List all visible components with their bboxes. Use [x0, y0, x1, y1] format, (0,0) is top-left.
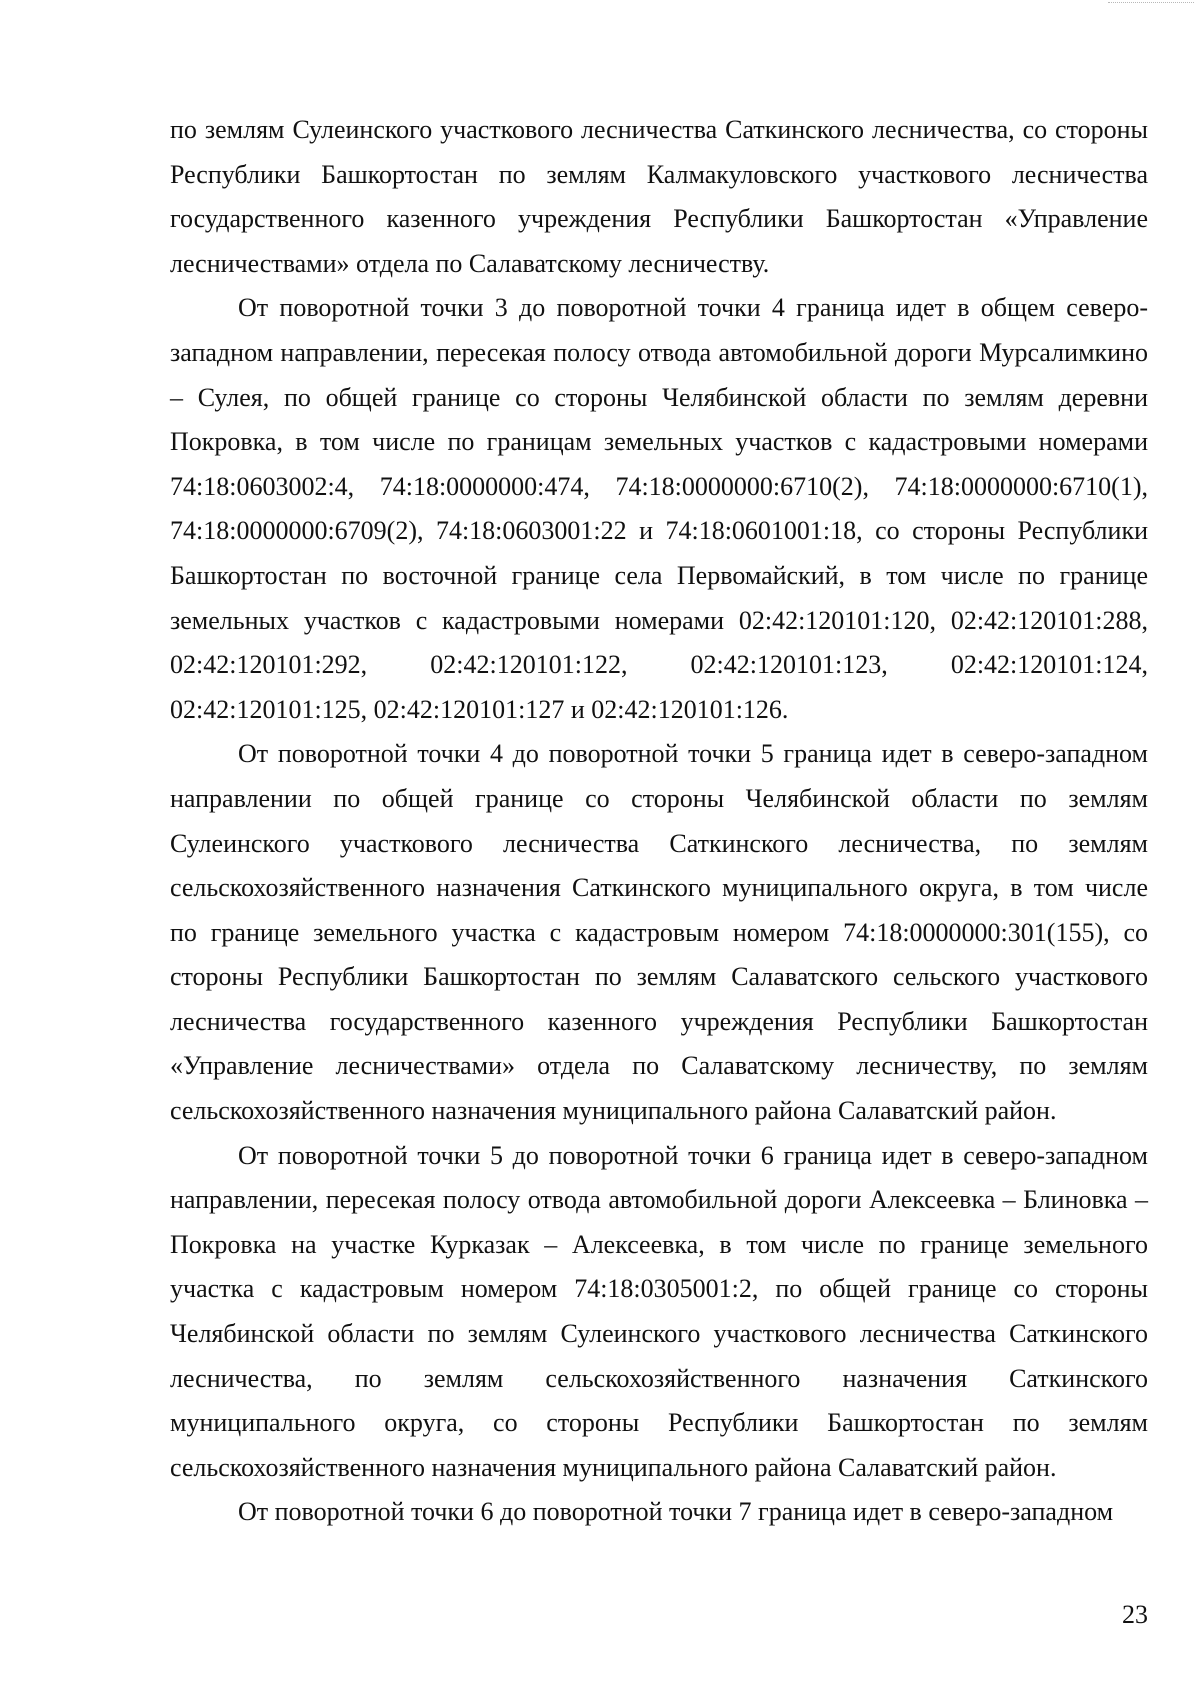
page-number: 23 [1122, 1600, 1148, 1629]
body-text [170, 108, 1148, 1535]
scan-artifact [1108, 2, 1194, 5]
paragraph-point-6-7: От поворотной точки 6 до поворотной точки 7 граница идет в северо-западном [238, 1497, 1114, 1527]
paragraph-continuation: по землям Сулеинского участкового лесничества Саткинского лесничества, со стороны Республики Башкортостан по землям Калмакуловского участкового лесничества государственного казенного учреждения Республики Башкортостан «Управление лесничествами» отдела по Салаватскому лесничеству. [170, 115, 1148, 278]
paragraph-point-5-6: От поворотной точки 5 до поворотной точки 6 граница идет в северо-западном направлении, пересекая полосу отвода автомобильной дороги Алексеевка – Блиновка – Покровка на участке Курказак – Алексеевка, в том числе по границе земельного участка с кадастровым номером 74:18:0305001:2, по общей границе со стороны Челябинской области по землям Сулеинского участкового лесничества Саткинского лесничества, по землям сельскохозяйственного назначения Саткинского муниципального округа, со стороны Республики Башкортостан по землям сельскохозяйственного назначения муниципального района Салаватский район. [170, 1140, 1148, 1482]
paragraph-point-3-4: От поворотной точки 3 до поворотной точки 4 граница идет в общем северо-западном направлении, пересекая полосу отвода автомобильной дороги Мурсалимкино – Сулея, по общей границе со стороны Челябинской области по землям деревни Покровка, в том числе по границам земельных участков с кадастровыми номерами 74:18:0603002:4, 74:18:0000000:474, 74:18:0000000:6710(2), 74:18:0000000:6710(1), 74:18:0000000:6709(2), 74:18:0603001:22 и 74:18:0601001:18, со стороны Республики Башкортостан по восточной границе села Первомайский, в том числе по границе земельных участков с кадастровыми номерами 02:42:120101:120, 02:42:120101:288, 02:42:120101:292, 02:42:120101:122, 02:42:120101:123, 02:42:120101:124, 02:42:120101:125, 02:42:120101:127 и 02:42:120101:126. [170, 293, 1148, 724]
paragraph-point-4-5: От поворотной точки 4 до поворотной точки 5 граница идет в северо-западном направлении по общей границе со стороны Челябинской области по землям Сулеинского участкового лесничества Саткинского лесничества, по землям сельскохозяйственного назначения Саткинского муниципального округа, в том числе по границе земельного участка с кадастровым номером 74:18:0000000:301(155), со стороны Республики Башкортостан по землям Салаватского сельского участкового лесничества государственного казенного учреждения Республики Башкортостан «Управление лесничествами» отдела по Салаватскому лесничеству, по землям сельскохозяйственного назначения муниципального района Салаватский район. [170, 739, 1148, 1126]
